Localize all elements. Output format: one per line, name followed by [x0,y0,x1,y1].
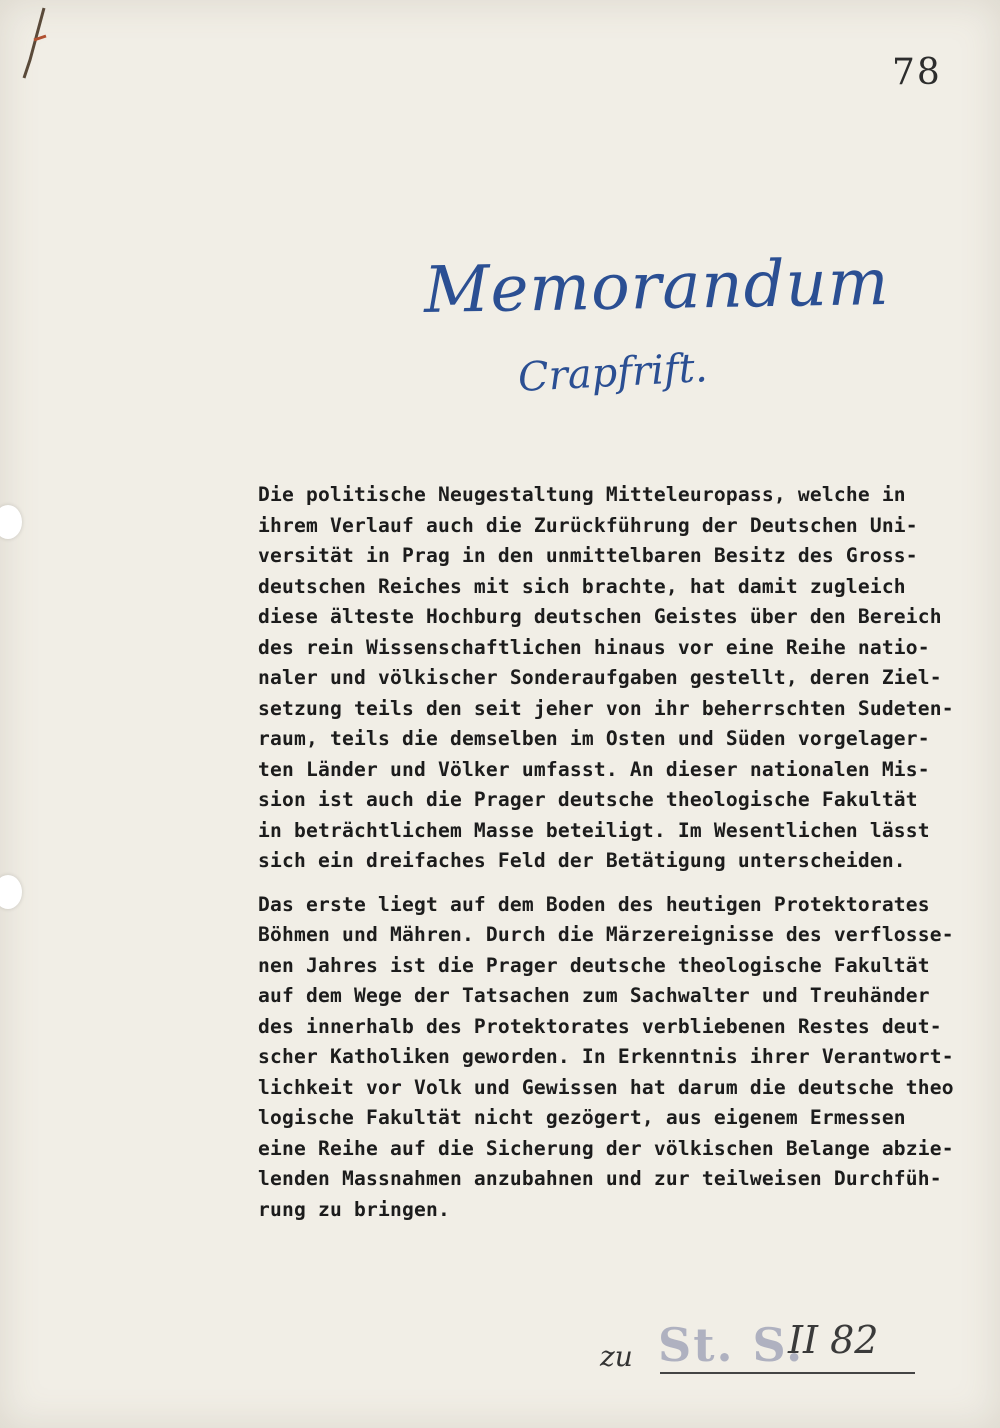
text-line: ihrem Verlauf auch die Zurückführung der Deutschen Uni- [258,513,918,537]
text-line: deutschen Reiches mit sich brachte, hat damit zugleich [258,574,906,598]
text-line: Die politische Neugestaltung Mitteleuropass, welche in [258,483,906,506]
footer-underline [660,1372,915,1374]
text-line: sich ein dreifaches Feld der Betätigung unterscheiden. [258,849,906,872]
text-line: des rein Wissenschaftlichen hinaus vor eine Reihe natio- [258,635,930,659]
text-line: nen Jahres ist die Prager deutsche theologische Fakultät [258,953,930,977]
text-line: eine Reihe auf die Sicherung der völkischen Belange abzie- [258,1136,954,1160]
pencil-mark-icon [0,0,70,100]
text-line: sion ist auch die Prager deutsche theologische Fakultät [258,788,918,811]
text-line: setzung teils den seit jeher von ihr beherrschten Sudeten- [258,696,954,720]
faded-stamp [779,1,980,48]
text-line: ten Länder und Völker umfasst. An dieser nationalen Mis- [258,757,930,781]
paragraph-1 [258,480,998,877]
punch-hole [0,875,22,909]
text-line: Böhmen und Mähren. Durch die Märzereignisse des verflosse- [258,923,954,946]
punch-hole [0,505,22,539]
footer-stamp: St. S. [658,1318,805,1372]
text-line: naler und völkischer Sonderaufgaben gestellt, deren Ziel- [258,666,942,689]
page-number: 78 [892,52,942,93]
text-line: in beträchtlichem Masse beteiligt. Im Wesentlichen lässt [258,818,930,842]
footer-handwritten-ref: II 82 [788,1318,879,1362]
text-line: versität in Prag in den unmittelbaren Besitz des Gross- [258,544,918,567]
body-text [258,480,998,1225]
handwritten-title: Memorandum [423,245,891,329]
footer-prefix: zu [600,1340,633,1373]
text-line: scher Katholiken geworden. In Erkenntnis ihrer Verantwort- [258,1045,954,1068]
text-line: lichkeit vor Volk und Gewissen hat darum die deutsche theo [258,1075,954,1099]
text-line: rung zu bringen. [258,1197,450,1221]
paragraph-2 [258,890,998,1226]
text-line: lenden Massnahmen anzubahnen und zur teilweisen Durchfüh- [258,1167,942,1190]
text-line: Das erste liegt auf dem Boden des heutigen Protektorates [258,892,930,916]
text-line: auf dem Wege der Tatsachen zum Sachwalter und Treuhänder [258,984,930,1007]
text-line: raum, teils die demselben im Osten und Süden vorgelager- [258,727,930,750]
text-line: logische Fakultät nicht gezögert, aus eigenem Ermessen [258,1106,906,1129]
text-line: des innerhalb des Protektorates verbliebenen Restes deut- [258,1014,942,1038]
text-line: diese älteste Hochburg deutschen Geistes über den Bereich [258,605,942,628]
handwritten-subtitle: Crapfrift. [516,345,709,401]
